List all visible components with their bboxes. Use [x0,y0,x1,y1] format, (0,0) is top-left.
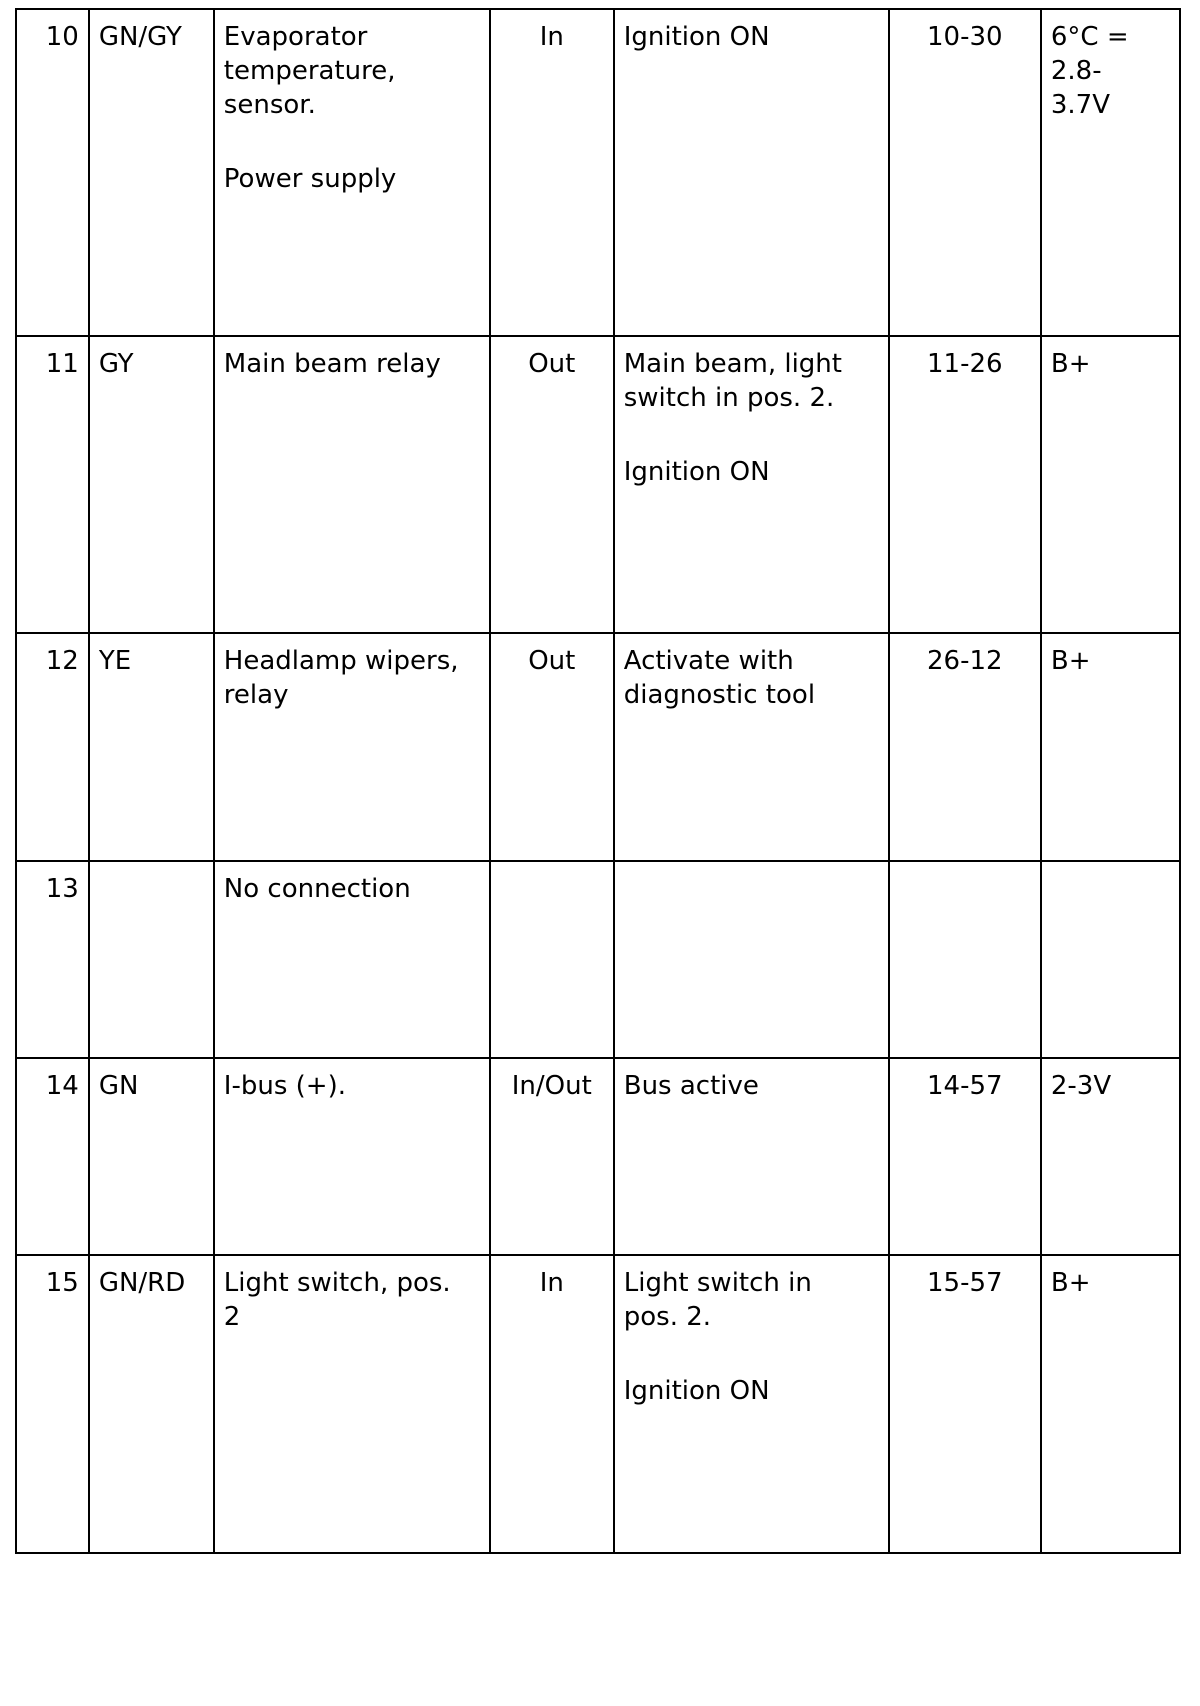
function-cell [214,1255,490,1553]
value-cell [1041,9,1180,336]
wire-color-cell: GY [89,336,214,633]
condition-cell [614,9,889,336]
direction-cell: Out [490,633,614,861]
measure-point-cell: 26-12 [889,633,1041,861]
direction-cell: In [490,9,614,336]
table-row [16,9,1180,336]
measure-point-cell [889,861,1041,1058]
function-cell [214,336,490,633]
measure-point-cell: 10-30 [889,9,1041,336]
pin-number-cell: 12 [16,633,89,861]
value-cell [1041,1058,1180,1255]
pin-number-cell: 10 [16,9,89,336]
function-cell-note: Power supply [223,164,397,194]
table-row [16,336,1180,633]
direction-cell [490,861,614,1058]
function-cell [214,861,490,1058]
wire-color-cell [89,861,214,1058]
pin-number-cell: 14 [16,1058,89,1255]
value-cell-line: 2-3V [1050,1071,1112,1101]
direction-cell: In [490,1255,614,1553]
wire-color-cell: GN/RD [89,1255,214,1553]
condition-cell-line: Activate with [623,646,794,676]
condition-cell-note: Ignition ON [623,457,770,487]
condition-cell [614,1255,889,1553]
value-cell-line: 6°C = [1050,22,1129,52]
table-row [16,1255,1180,1553]
condition-cell [614,336,889,633]
condition-cell-line: pos. 2. [623,1302,712,1332]
measure-point-cell: 14-57 [889,1058,1041,1255]
function-cell-line: Light switch, pos. [223,1268,451,1298]
condition-cell-line: Ignition ON [623,22,770,52]
condition-cell [614,861,889,1058]
function-cell-line: I-bus (+). [223,1071,346,1101]
wire-color-cell: GN/GY [89,9,214,336]
condition-cell-line: Main beam, light [623,349,842,379]
wire-color-cell: GN [89,1058,214,1255]
pin-number-cell: 11 [16,336,89,633]
value-cell [1041,861,1180,1058]
condition-cell-line: Light switch in [623,1268,812,1298]
function-cell-line: 2 [223,1302,241,1332]
spacer [624,1334,879,1374]
condition-cell [614,1058,889,1255]
function-cell-line: sensor. [223,90,316,120]
value-cell-line: B+ [1050,646,1091,676]
direction-cell: In/Out [490,1058,614,1255]
function-cell [214,633,490,861]
condition-cell-note: Ignition ON [623,1376,770,1406]
measure-point-cell: 11-26 [889,336,1041,633]
value-cell [1041,336,1180,633]
value-cell [1041,1255,1180,1553]
table-row [16,861,1180,1058]
measure-point-cell: 15-57 [889,1255,1041,1553]
pin-number-cell: 15 [16,1255,89,1553]
condition-cell-line: switch in pos. 2. [623,383,835,413]
pin-table-body [16,9,1180,1553]
condition-cell [614,633,889,861]
value-cell-line: B+ [1050,349,1091,379]
function-cell-line: temperature, [223,56,396,86]
spacer [224,122,480,162]
function-cell-line: relay [223,680,289,710]
function-cell [214,1058,490,1255]
value-cell-line: 3.7V [1050,90,1110,120]
function-cell [214,9,490,336]
value-cell-line: B+ [1050,1268,1091,1298]
function-cell-line: No connection [223,874,411,904]
spacer [624,415,879,455]
function-cell-line: Headlamp wipers, [223,646,459,676]
value-cell-line: 2.8- [1050,56,1102,86]
function-cell-line: Evaporator [223,22,368,52]
table-row [16,1058,1180,1255]
pin-number-cell: 13 [16,861,89,1058]
function-cell-line: Main beam relay [223,349,441,379]
value-cell [1041,633,1180,861]
pin-table [15,8,1181,1554]
condition-cell-line: diagnostic tool [623,680,816,710]
condition-cell-line: Bus active [623,1071,759,1101]
direction-cell: Out [490,336,614,633]
table-row [16,633,1180,861]
wire-color-cell: YE [89,633,214,861]
